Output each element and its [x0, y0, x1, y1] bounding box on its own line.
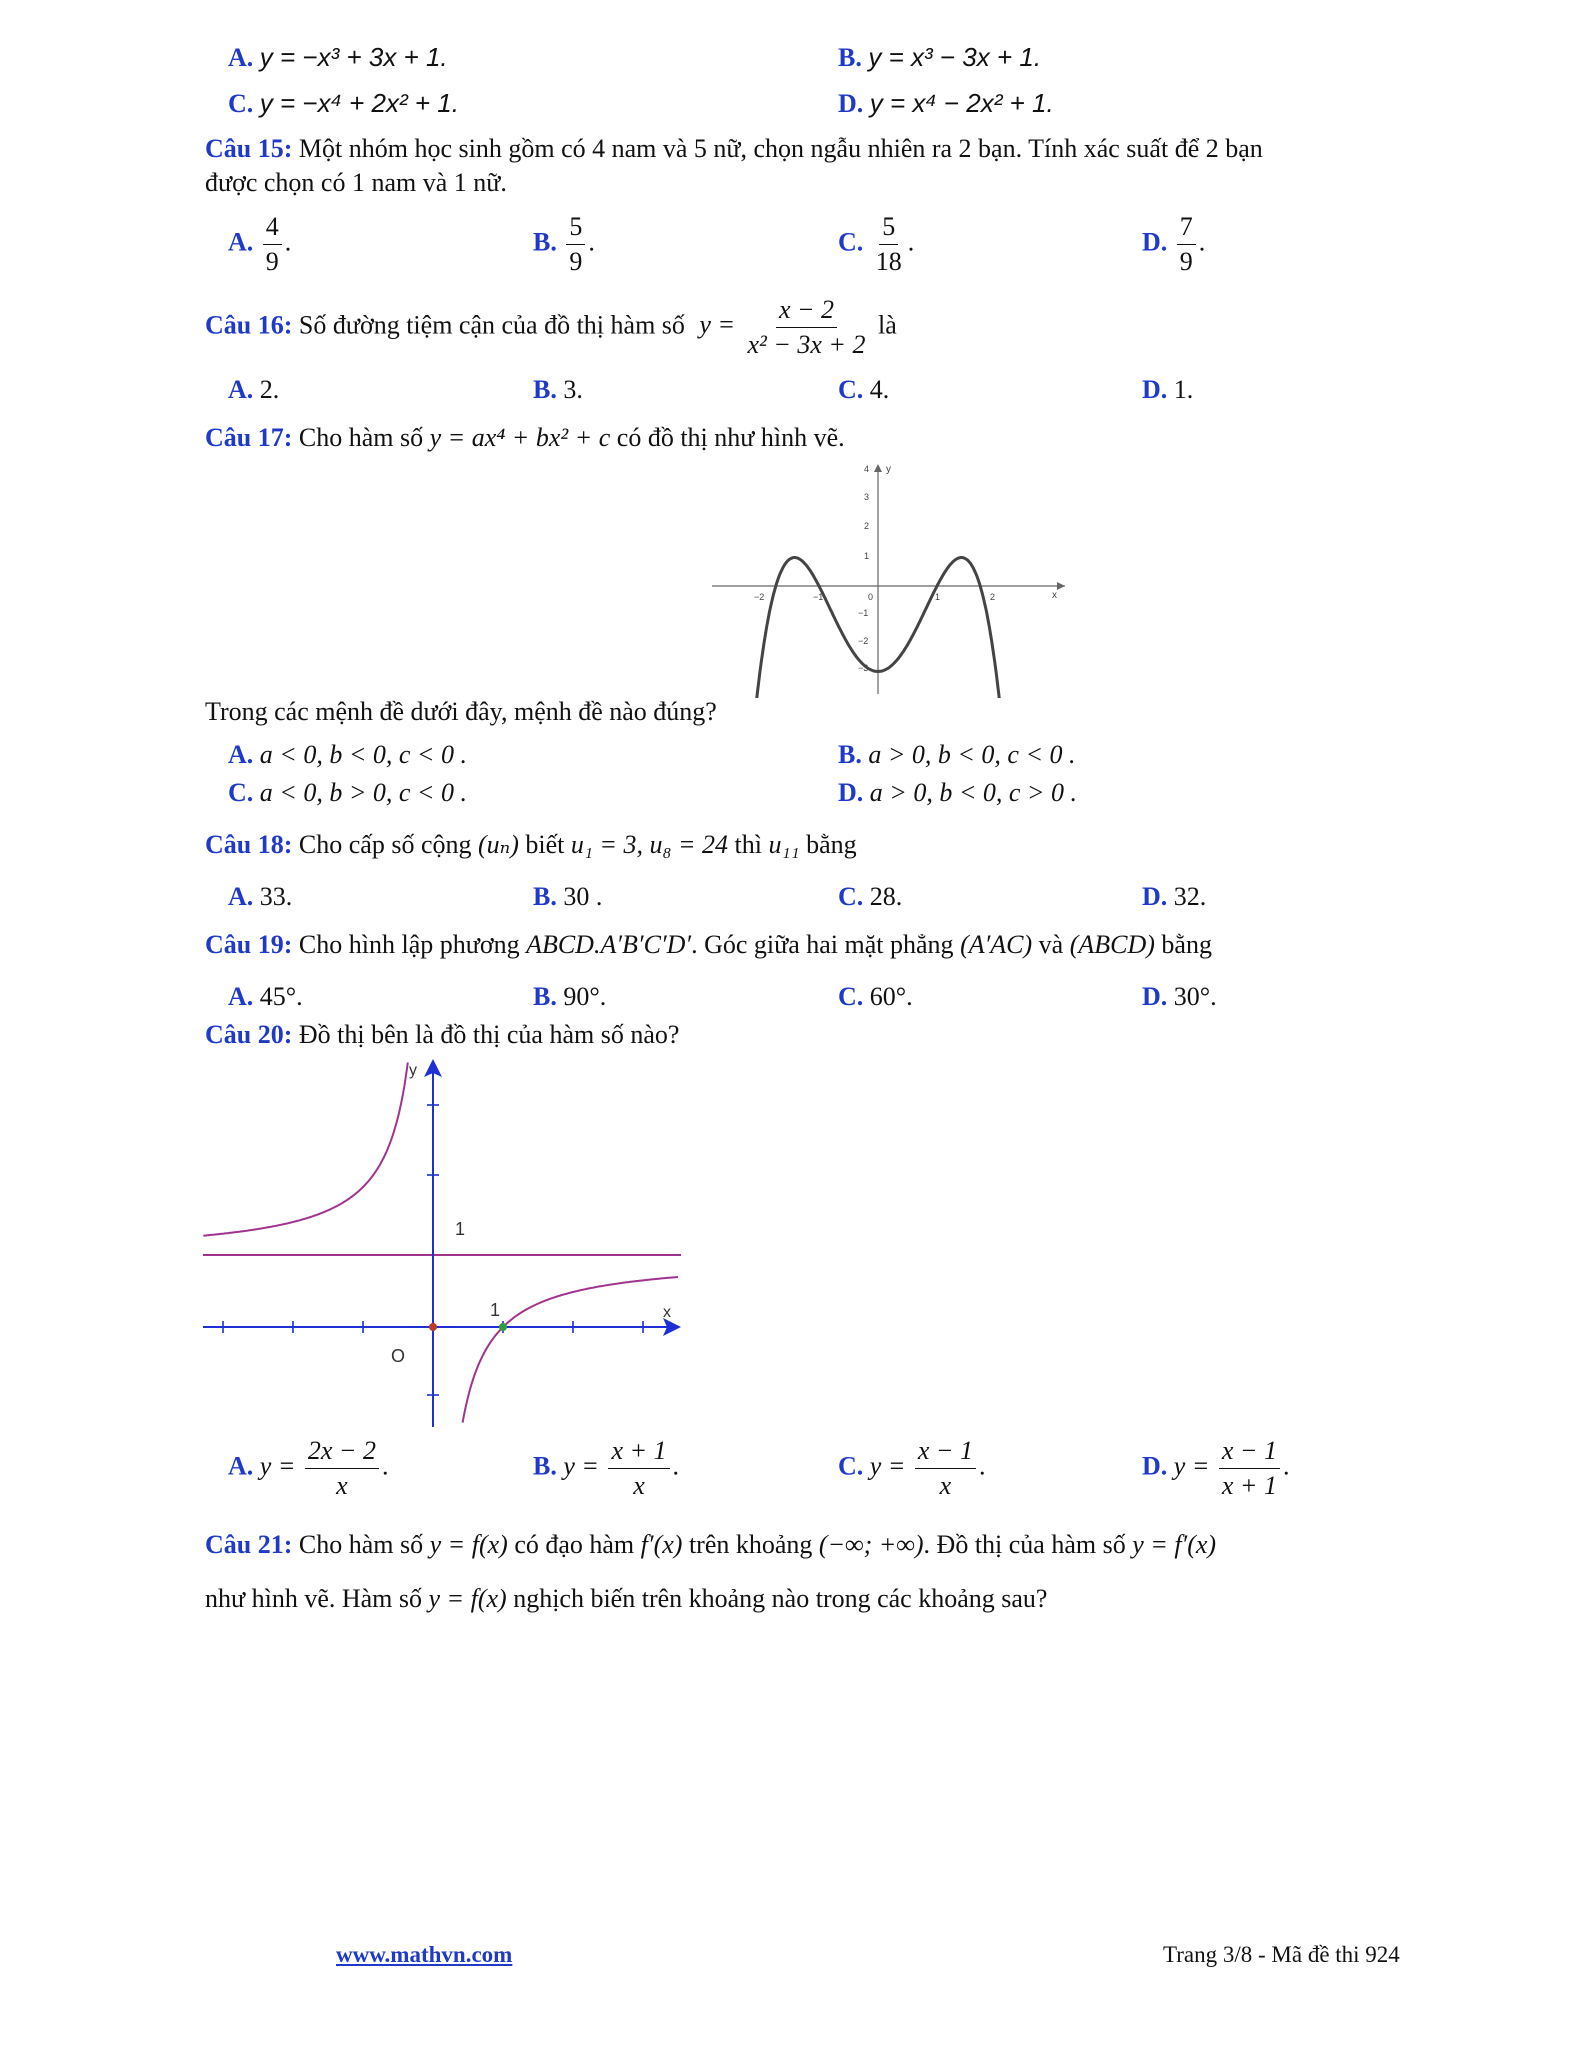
q16-option-a: A. 2.	[228, 375, 280, 404]
y-axis-label: y	[409, 1062, 417, 1079]
q17-option-a: A. a < 0, b < 0, c < 0 .	[228, 740, 467, 769]
origin-point	[429, 1323, 437, 1331]
q21-text-line1: Câu 21: Cho hàm số y = f(x) có đạo hàm f′(x) trên khoảng (−∞; +∞). Đồ thị của hàm số y = f′(x)	[205, 1530, 1217, 1559]
q15-option-b: B. $\frac{5}{9}$ .	[533, 212, 595, 276]
q16-option-d: D. 1.	[1142, 375, 1194, 404]
q17-option-c: C. a < 0, b > 0, c < 0 .	[228, 778, 467, 807]
svg-text:−1: −1	[858, 608, 869, 618]
x-axis-label: x	[1052, 590, 1057, 601]
origin-label: O	[391, 1346, 406, 1366]
q17-text: Câu 17: Cho hàm số y = ax⁴ + bx² + c có đồ thị như hình vẽ.	[205, 423, 845, 452]
q16-option-c: C. 4.	[838, 375, 890, 404]
q14-option-d: D. y = x⁴ − 2x² + 1.	[838, 88, 1054, 118]
q18-option-a: A. 33.	[228, 882, 293, 911]
q15-option-a: A. $\frac{4}{9}$ .	[228, 212, 292, 276]
q17-prompt: Trong các mệnh đề dưới đây, mệnh đề nào đúng?	[205, 697, 717, 726]
q20-text: Câu 20: Đồ thị bên là đồ thị của hàm số nào?	[205, 1020, 680, 1049]
svg-text:2: 2	[990, 592, 996, 602]
q16-text: Câu 16: Số đường tiệm cận của đồ thị hàm số y = $\frac{x - 2}{\text{x² − 3x + 2}}$ là	[205, 295, 897, 359]
q19-text: Câu 19: Cho hình lập phương ABCD.A′B′C′D′. Góc giữa hai mặt phẳng (A′AC) và (ABCD) bằng	[205, 930, 1212, 959]
root-label: 1	[490, 1300, 501, 1320]
q21-text-line2: như hình vẽ. Hàm số y = f(x) nghịch biến trên khoảng nào trong các khoảng sau?	[205, 1584, 1048, 1613]
q17-option-d: D. a > 0, b < 0, c > 0 .	[838, 778, 1077, 807]
root-point	[499, 1323, 507, 1331]
svg-text:1: 1	[935, 592, 941, 602]
svg-text:−3: −3	[858, 663, 869, 673]
q18-option-b: B. 30 .	[533, 882, 603, 911]
q20-option-c: C. y = $\frac{x - 1}{x}$ .	[838, 1436, 986, 1500]
footer-page-info: Trang 3/8 - Mã đề thi 924	[1163, 1942, 1400, 1967]
q19-option-b: B. 90°.	[533, 982, 607, 1011]
q14-option-c: C. y = −x⁴ + 2x² + 1.	[228, 88, 459, 118]
x-axis-label: x	[663, 1304, 671, 1321]
asymptote-label: 1	[455, 1219, 466, 1239]
q20-hyperbola-graph	[203, 1055, 683, 1430]
svg-text:−2: −2	[858, 636, 869, 646]
q14-option-b: B. y = x³ − 3x + 1.	[838, 42, 1042, 72]
svg-text:3: 3	[864, 492, 870, 502]
q18-option-c: C. 28.	[838, 882, 903, 911]
svg-text:−1: −1	[813, 592, 824, 602]
q15-text: Câu 15: Một nhóm học sinh gồm có 4 nam và 5 nữ, chọn ngẫu nhiên ra 2 bạn. Tính xác suất để 2 bạn	[205, 134, 1263, 163]
q20-option-b: B. y = $\frac{x + 1}{x}$ .	[533, 1436, 680, 1500]
q18-option-d: D. 32.	[1142, 882, 1207, 911]
hyperbola-left-branch	[203, 1063, 407, 1236]
q16-option-b: B. 3.	[533, 375, 583, 404]
q18-text: Câu 18: Cho cấp số cộng (uₙ) biết u₁ = 3, u₈ = 24 thì u₁₁ bằng	[205, 830, 857, 859]
footer-site-link[interactable]: www.mathvn.com	[336, 1942, 513, 1967]
q15-option-d: D. $\frac{7}{9}$ .	[1142, 212, 1206, 276]
svg-text:4: 4	[864, 464, 870, 474]
q19-option-a: A. 45°.	[228, 982, 303, 1011]
svg-text:1: 1	[864, 551, 870, 561]
q19-option-c: C. 60°.	[838, 982, 913, 1011]
y-axis-label: y	[886, 464, 891, 475]
q19-option-d: D. 30°.	[1142, 982, 1217, 1011]
svg-text:2: 2	[864, 521, 870, 531]
q20-option-a: A. y = $\frac{2x - 2}{x}$ .	[228, 1436, 389, 1500]
hyperbola-right-branch	[463, 1277, 678, 1423]
q20-option-d: D. y = $\frac{x - 1}{x + 1}$ .	[1142, 1436, 1290, 1500]
q15-option-c: C. $\frac{5}{18}$ .	[838, 212, 915, 276]
svg-text:−2: −2	[754, 592, 765, 602]
svg-text:0: 0	[868, 592, 874, 602]
q14-option-a: A. y = −x³ + 3x + 1.	[228, 42, 448, 72]
q15-text-line2: được chọn có 1 nam và 1 nữ.	[205, 168, 507, 197]
q17-option-b: B. a > 0, b < 0, c < 0 .	[838, 740, 1076, 769]
q17-quartic-graph	[700, 458, 1080, 698]
